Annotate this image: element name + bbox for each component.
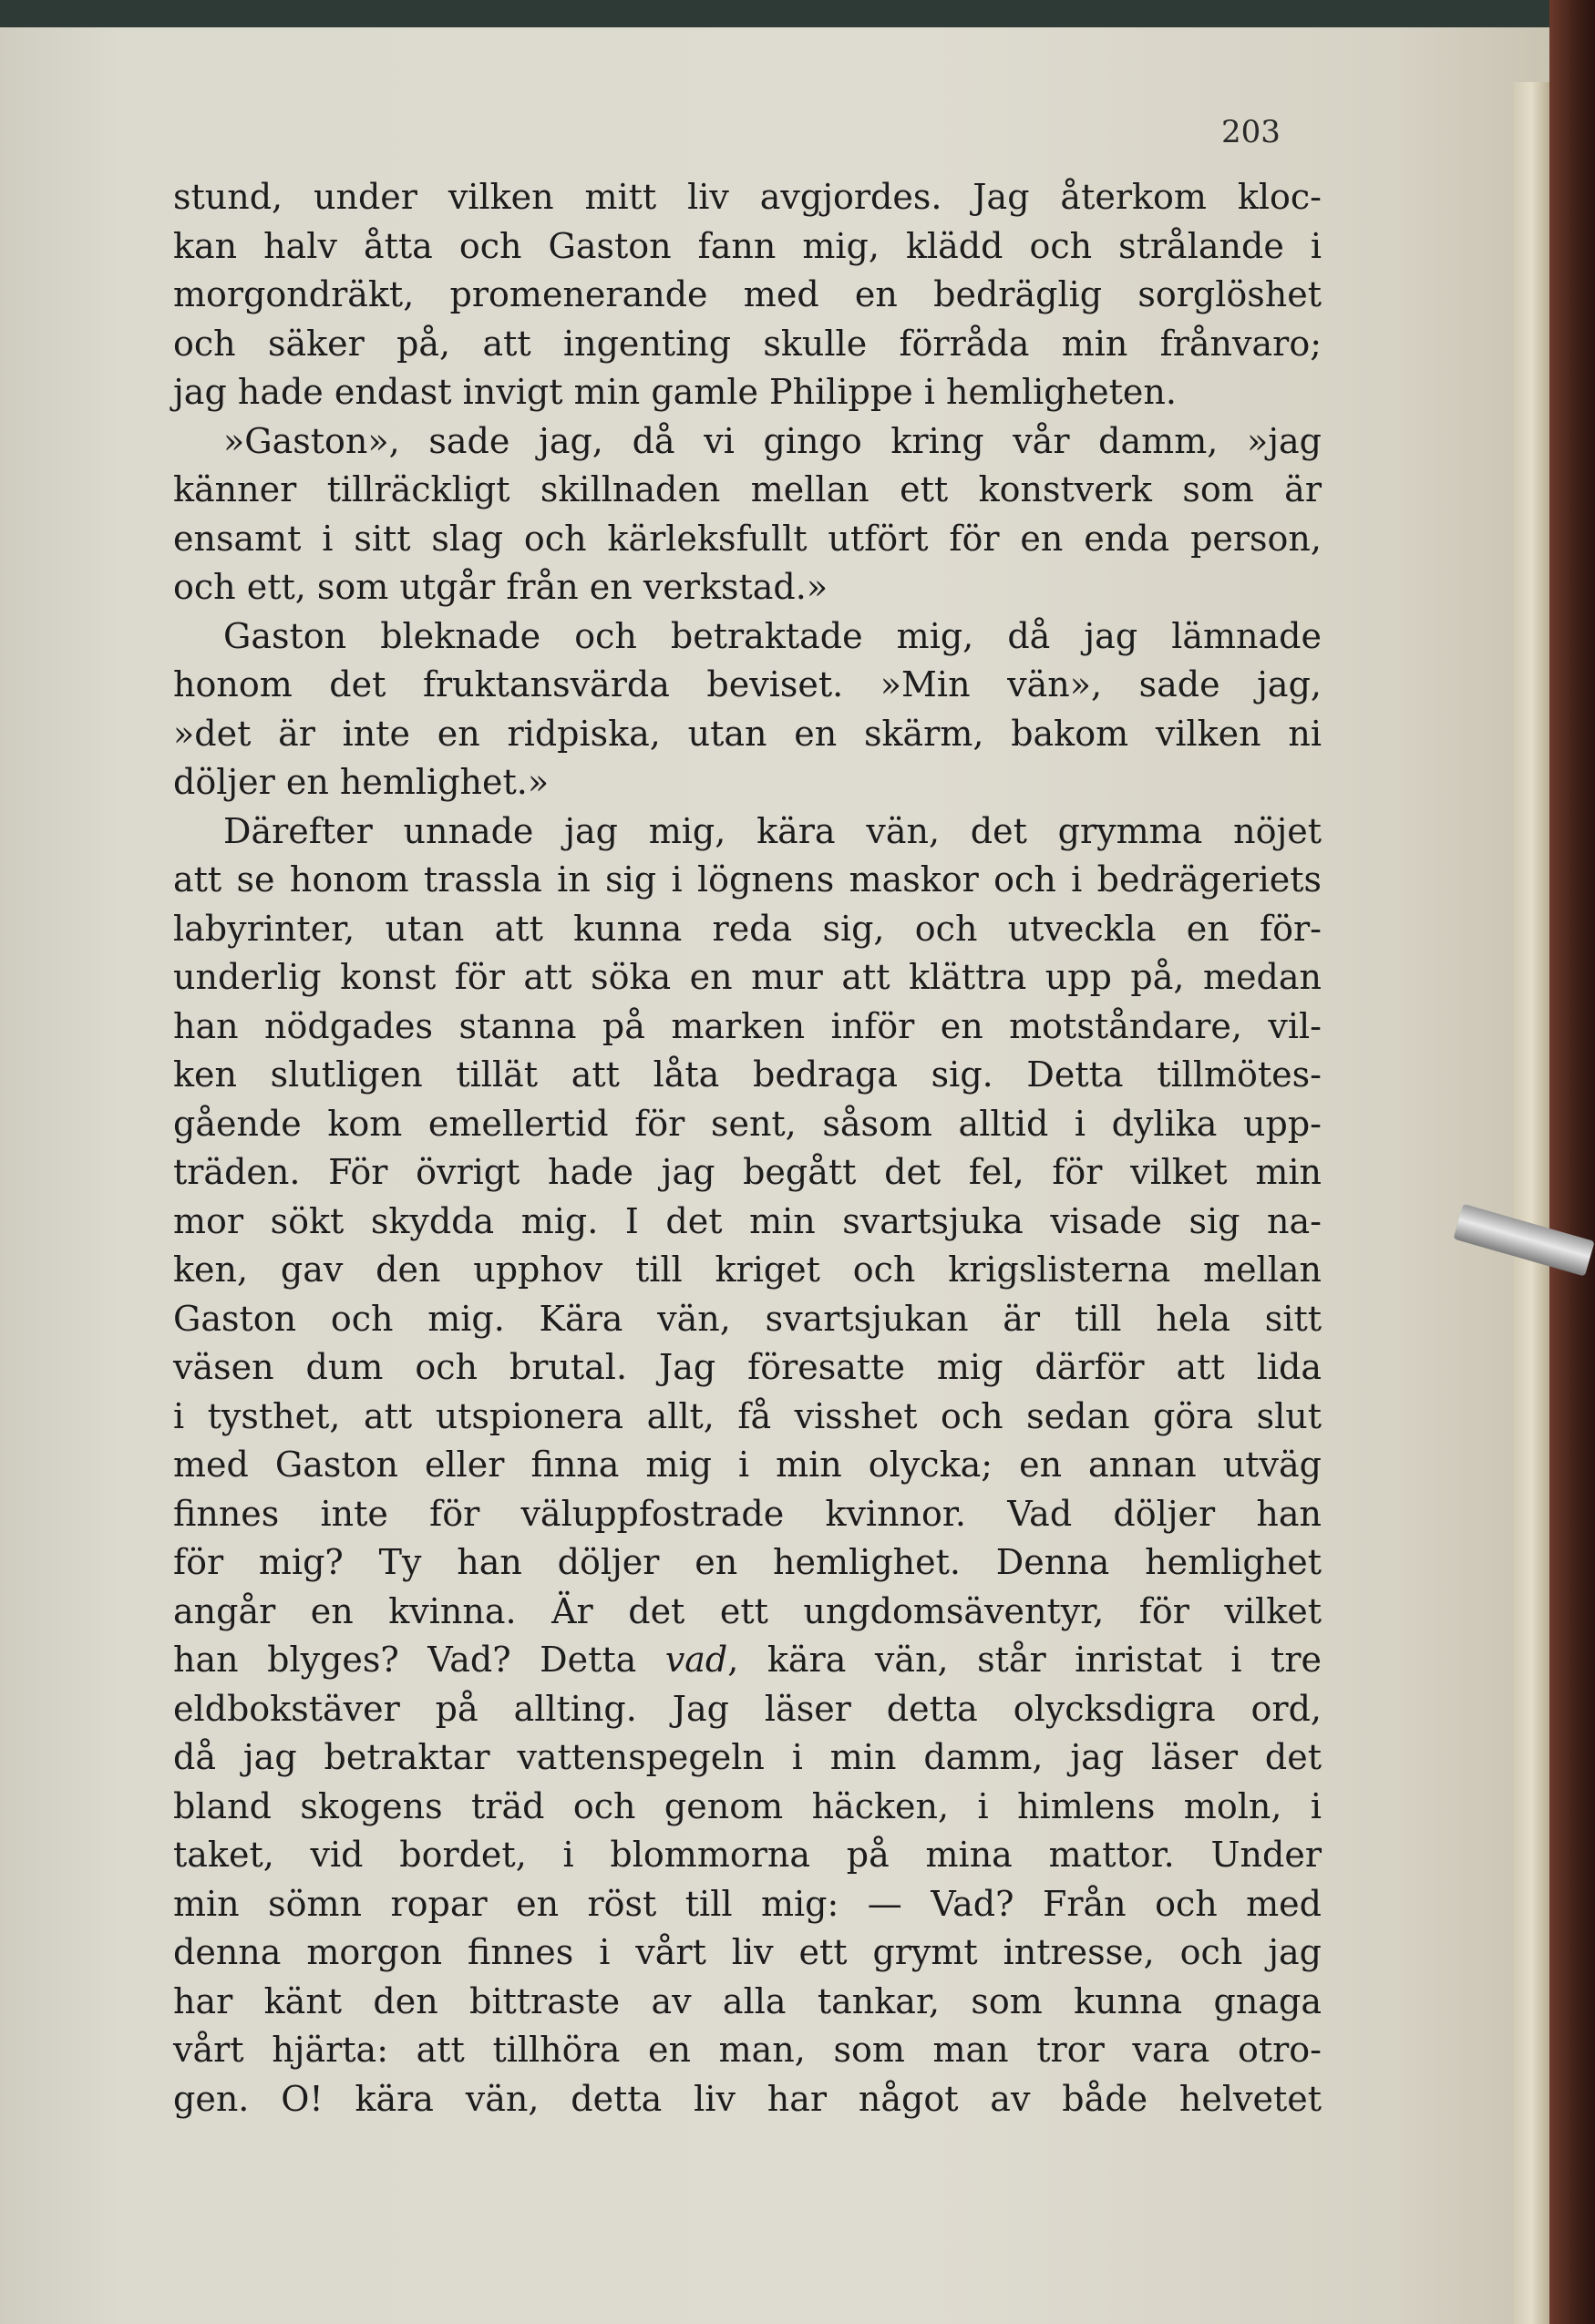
text-line: labyrinter, utan att kunna reda sig, och utveckla en för- bbox=[173, 908, 1322, 949]
text-line: denna morgon finnes i vårt liv ett grymt intresse, och jag bbox=[173, 1932, 1322, 1972]
text-line: taket, vid bordet, i blommorna på mina mattor. Under bbox=[173, 1835, 1322, 1875]
text-line: då jag betraktar vattenspegeln i min damm, jag läser det bbox=[173, 1737, 1322, 1777]
text-line: döljer en hemlighet.» bbox=[173, 762, 550, 802]
text-line: morgondräkt, promenerande med en bedräglig sorglöshet bbox=[173, 274, 1322, 314]
text-line: känner tillräckligt skillnaden mellan ett konstverk som är bbox=[173, 469, 1322, 509]
text-line: kan halv åtta och Gaston fann mig, klädd och strålande i bbox=[173, 225, 1322, 266]
text-line: stund, under vilken mitt liv avgjordes. Jag återkom kloc- bbox=[173, 177, 1322, 217]
page-number: 203 bbox=[1221, 114, 1281, 150]
text-line: gen. O! kära vän, detta liv har något av både helvetet bbox=[173, 2078, 1322, 2119]
text-line: Gaston bleknade och betraktade mig, då jag lämnade bbox=[223, 615, 1322, 656]
text-line: »Gaston», sade jag, då vi gingo kring vår damm, »jag bbox=[223, 420, 1322, 461]
text-line: eldbokstäver på allting. Jag läser detta olycksdigra ord, bbox=[173, 1688, 1322, 1729]
text-line: med Gaston eller finna mig i min olycka; en annan utväg bbox=[173, 1445, 1322, 1485]
text-fragment: , kära vän, står inristat i tre bbox=[727, 1640, 1322, 1680]
text-line: ken, gav den upphov till kriget och krigslisterna mellan bbox=[173, 1249, 1322, 1290]
text-line: för mig? Ty han döljer en hemlighet. Denna hemlighet bbox=[173, 1542, 1322, 1582]
text-line: mor sökt skydda mig. I det min svartsjuka visade sig na- bbox=[173, 1200, 1322, 1241]
text-line: ken slutligen tillät att låta bedraga sig. Detta tillmötes- bbox=[173, 1054, 1322, 1095]
text-fragment: han blyges? Vad? Detta bbox=[173, 1640, 637, 1680]
text-line: »det är inte en ridpiska, utan en skärm, bakom vilken ni bbox=[173, 713, 1322, 754]
text-line: vårt hjärta: att tillhöra en man, som man tror vara otro- bbox=[173, 2030, 1322, 2070]
text-line: honom det fruktansvärda beviset. »Min vän», sade jag, bbox=[173, 664, 1322, 704]
text-line: Gaston och mig. Kära vän, svartsjukan är till hela sitt bbox=[173, 1298, 1322, 1339]
text-line: underlig konst för att söka en mur att klättra upp på, medan bbox=[173, 957, 1322, 997]
book-cover-edge bbox=[1549, 0, 1595, 2324]
text-line: att se honom trassla in sig i lögnens maskor och i bedrägeriets bbox=[173, 859, 1322, 900]
text-line: finnes inte för väluppfostrade kvinnor. Vad döljer han bbox=[173, 1493, 1322, 1534]
book-page bbox=[0, 27, 1549, 2324]
text-line: angår en kvinna. Är det ett ungdomsäventyr, för vilket bbox=[173, 1590, 1322, 1631]
text-line: träden. För övrigt hade jag begått det fel, för vilket min bbox=[173, 1152, 1322, 1192]
text-line: jag hade endast invigt min gamle Philippe i hemligheten. bbox=[173, 372, 1177, 412]
text-line bbox=[173, 1636, 1322, 1685]
text-line: gående kom emellertid för sent, såsom alltid i dylika upp- bbox=[173, 1103, 1322, 1144]
text-line: bland skogens träd och genom häcken, i himlens moln, i bbox=[173, 1785, 1322, 1826]
text-line: Därefter unnade jag mig, kära vän, det grymma nöjet bbox=[223, 810, 1322, 851]
text-line: i tysthet, att utspionera allt, få visshet och sedan göra slut bbox=[173, 1395, 1322, 1436]
page-edge bbox=[1513, 82, 1549, 2324]
text-line: och ett, som utgår från en verkstad.» bbox=[173, 567, 828, 607]
text-line: ensamt i sitt slag och kärleksfullt utfört för en enda person, bbox=[173, 518, 1322, 559]
body-text bbox=[173, 173, 1322, 2123]
text-line: och säker på, att ingenting skulle förråda min frånvaro; bbox=[173, 323, 1322, 364]
text-line: väsen dum och brutal. Jag föresatte mig därför att lida bbox=[173, 1347, 1322, 1387]
text-line: min sömn ropar en röst till mig: — Vad? Från och med bbox=[173, 1883, 1322, 1924]
italic-word: vad bbox=[664, 1640, 728, 1680]
text-line: han nödgades stanna på marken inför en motståndare, vil- bbox=[173, 1005, 1322, 1046]
text-line: har känt den bittraste av alla tankar, som kunna gnaga bbox=[173, 1980, 1322, 2021]
